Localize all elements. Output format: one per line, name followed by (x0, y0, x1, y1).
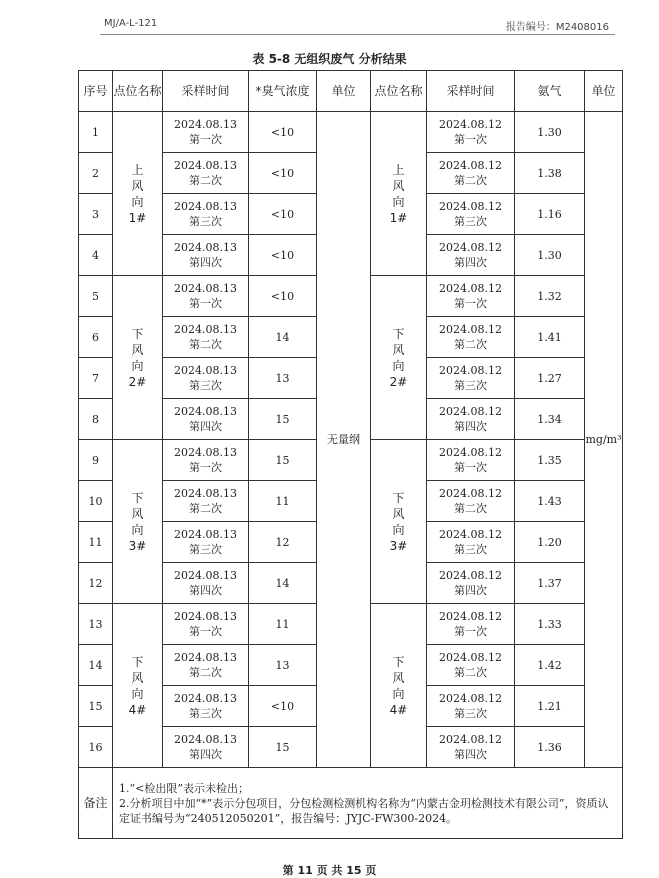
row-number: 7 (79, 358, 113, 399)
point-name-char: 1# (389, 210, 408, 225)
ammonia-value: 1.36 (515, 727, 585, 768)
point-name-char: 上 (392, 162, 405, 177)
sampling-date: 2024.08.13 (174, 282, 237, 295)
ammonia-value: 1.34 (515, 399, 585, 440)
sampling-time-ammonia (427, 522, 515, 563)
sampling-date: 2024.08.13 (174, 569, 237, 582)
row-number: 9 (79, 440, 113, 481)
header-row (79, 71, 623, 112)
ammonia-value: 1.33 (515, 604, 585, 645)
sampling-round: 第二次 (454, 338, 487, 351)
notes-text (113, 768, 623, 839)
row-number: 8 (79, 399, 113, 440)
point-name-char: 3# (389, 538, 408, 553)
sampling-date: 2024.08.12 (439, 569, 502, 582)
sampling-date: 2024.08.13 (174, 610, 237, 623)
row-number: 16 (79, 727, 113, 768)
sampling-time-ammonia (427, 317, 515, 358)
sampling-date: 2024.08.13 (174, 323, 237, 336)
note-line: 1.“<检出限”表示未检出； (119, 781, 249, 795)
point-name-char: 风 (392, 178, 405, 193)
sampling-round: 第一次 (189, 461, 222, 474)
sampling-date: 2024.08.13 (174, 692, 237, 705)
sampling-time-ammonia (427, 686, 515, 727)
notes-label: 备注 (79, 768, 113, 839)
sampling-date: 2024.08.12 (439, 323, 502, 336)
point-name-char: 1# (128, 210, 147, 225)
sampling-time-ammonia (427, 645, 515, 686)
note-line: 2.分析项目中加“*”表示分包项目，分包检测检测机构名称为“内蒙古金玥检测技术有限公司”，资质认定证书编号为“240512050201”，报告编号：JYJC-FW300-2024。 (119, 796, 609, 825)
point-name-char: 2# (128, 374, 147, 389)
sampling-round: 第四次 (189, 420, 222, 433)
sampling-date: 2024.08.13 (174, 405, 237, 418)
point-name-char: 风 (131, 178, 144, 193)
sampling-round: 第二次 (189, 666, 222, 679)
point-name-char: 下 (131, 654, 144, 669)
sampling-time-ammonia (427, 194, 515, 235)
sampling-time-ammonia (427, 399, 515, 440)
point-name-odor (113, 276, 163, 440)
ammonia-value: 1.30 (515, 112, 585, 153)
odor-value: 12 (249, 522, 317, 563)
sampling-time-odor (163, 235, 249, 276)
sampling-round: 第二次 (189, 502, 222, 515)
sampling-date: 2024.08.12 (439, 528, 502, 541)
sampling-time-odor (163, 727, 249, 768)
point-name-char: 风 (131, 506, 144, 521)
sampling-time-odor (163, 563, 249, 604)
sampling-time-odor (163, 522, 249, 563)
point-name-odor (113, 440, 163, 604)
sampling-round: 第三次 (189, 379, 222, 392)
doc-code: MJ/A-L-121 (104, 18, 158, 29)
point-name-char: 风 (392, 342, 405, 357)
odor-value: <10 (249, 235, 317, 276)
ammonia-value: 1.21 (515, 686, 585, 727)
sampling-time-ammonia (427, 153, 515, 194)
odor-unit: 无量纲 (317, 112, 371, 768)
sampling-time-odor (163, 358, 249, 399)
point-name-char: 下 (392, 654, 405, 669)
sampling-round: 第三次 (454, 379, 487, 392)
sampling-time-ammonia (427, 235, 515, 276)
sampling-date: 2024.08.12 (439, 610, 502, 623)
sampling-round: 第三次 (189, 215, 222, 228)
sampling-time-odor (163, 112, 249, 153)
col-header: 点位名称 (113, 71, 163, 112)
sampling-round: 第二次 (189, 174, 222, 187)
table-title: 表 5-8 无组织废气 分析结果 (252, 52, 407, 66)
sampling-round: 第一次 (454, 461, 487, 474)
ammonia-unit: mg/m³ (585, 112, 623, 768)
ammonia-value: 1.16 (515, 194, 585, 235)
sampling-time-ammonia (427, 276, 515, 317)
ammonia-value: 1.42 (515, 645, 585, 686)
point-name-char: 向 (131, 522, 144, 537)
sampling-round: 第二次 (189, 338, 222, 351)
sampling-date: 2024.08.13 (174, 200, 237, 213)
sampling-time-odor (163, 604, 249, 645)
point-name-ammonia (371, 276, 427, 440)
sampling-round: 第一次 (189, 625, 222, 638)
point-name-char: 下 (392, 326, 405, 341)
sampling-time-odor (163, 686, 249, 727)
sampling-time-ammonia (427, 440, 515, 481)
page-footer: 第 11 页 共 15 页 (282, 864, 377, 877)
odor-value: 13 (249, 645, 317, 686)
point-name-char: 风 (392, 506, 405, 521)
row-number: 11 (79, 522, 113, 563)
point-name-char: 2# (389, 374, 408, 389)
row-number: 14 (79, 645, 113, 686)
odor-value: 14 (249, 563, 317, 604)
col-header: 采样时间 (427, 71, 515, 112)
point-name-char: 向 (392, 522, 405, 537)
odor-value: 13 (249, 358, 317, 399)
col-header: 单位 (585, 71, 623, 112)
sampling-round: 第一次 (454, 133, 487, 146)
row-number: 15 (79, 686, 113, 727)
ammonia-value: 1.30 (515, 235, 585, 276)
sampling-date: 2024.08.12 (439, 241, 502, 254)
point-name-odor (113, 604, 163, 768)
sampling-round: 第一次 (454, 625, 487, 638)
sampling-round: 第一次 (454, 297, 487, 310)
sampling-date: 2024.08.12 (439, 405, 502, 418)
point-name-char: 风 (131, 342, 144, 357)
sampling-date: 2024.08.13 (174, 118, 237, 131)
row-number: 4 (79, 235, 113, 276)
sampling-time-odor (163, 276, 249, 317)
col-header: 氨气 (515, 71, 585, 112)
odor-value: 14 (249, 317, 317, 358)
point-name-char: 下 (131, 490, 144, 505)
sampling-round: 第四次 (189, 256, 222, 269)
odor-value: <10 (249, 276, 317, 317)
odor-value: <10 (249, 153, 317, 194)
point-name-char: 下 (131, 326, 144, 341)
point-name-char: 下 (392, 490, 405, 505)
point-name-odor (113, 112, 163, 276)
sampling-round: 第三次 (454, 543, 487, 556)
row-number: 12 (79, 563, 113, 604)
sampling-round: 第三次 (189, 543, 222, 556)
sampling-time-ammonia (427, 112, 515, 153)
report-number: 报告编号：M2408016 (505, 22, 609, 33)
point-name-char: 向 (131, 358, 144, 373)
sampling-round: 第三次 (454, 215, 487, 228)
sampling-time-ammonia (427, 481, 515, 522)
table-row (79, 112, 623, 153)
sampling-round: 第四次 (189, 584, 222, 597)
point-name-char: 向 (131, 194, 144, 209)
odor-value: 11 (249, 604, 317, 645)
point-name-ammonia (371, 112, 427, 276)
sampling-time-odor (163, 317, 249, 358)
odor-value: 15 (249, 727, 317, 768)
sampling-date: 2024.08.13 (174, 241, 237, 254)
point-name-ammonia (371, 440, 427, 604)
sampling-time-odor (163, 399, 249, 440)
point-name-char: 风 (392, 670, 405, 685)
notes-row (79, 768, 623, 839)
sampling-round: 第四次 (454, 584, 487, 597)
odor-value: 15 (249, 440, 317, 481)
sampling-time-ammonia (427, 563, 515, 604)
sampling-round: 第二次 (454, 666, 487, 679)
col-header: 点位名称 (371, 71, 427, 112)
ammonia-value: 1.32 (515, 276, 585, 317)
ammonia-value: 1.43 (515, 481, 585, 522)
point-name-char: 4# (128, 702, 147, 717)
ammonia-value: 1.41 (515, 317, 585, 358)
point-name-char: 向 (131, 686, 144, 701)
sampling-round: 第三次 (454, 707, 487, 720)
sampling-date: 2024.08.12 (439, 446, 502, 459)
row-number: 1 (79, 112, 113, 153)
sampling-date: 2024.08.12 (439, 487, 502, 500)
sampling-time-odor (163, 645, 249, 686)
odor-value: <10 (249, 686, 317, 727)
sampling-date: 2024.08.13 (174, 733, 237, 746)
sampling-round: 第一次 (189, 297, 222, 310)
point-name-ammonia (371, 604, 427, 768)
row-number: 3 (79, 194, 113, 235)
sampling-date: 2024.08.12 (439, 118, 502, 131)
sampling-round: 第二次 (454, 174, 487, 187)
odor-value: 15 (249, 399, 317, 440)
header-divider (100, 34, 615, 35)
ammonia-value: 1.38 (515, 153, 585, 194)
sampling-date: 2024.08.12 (439, 692, 502, 705)
point-name-char: 向 (392, 358, 405, 373)
sampling-time-ammonia (427, 727, 515, 768)
sampling-time-odor (163, 481, 249, 522)
odor-value: 11 (249, 481, 317, 522)
ammonia-value: 1.20 (515, 522, 585, 563)
sampling-time-ammonia (427, 358, 515, 399)
col-header: 采样时间 (163, 71, 249, 112)
sampling-time-odor (163, 440, 249, 481)
row-number: 2 (79, 153, 113, 194)
point-name-char: 风 (131, 670, 144, 685)
point-name-char: 向 (392, 194, 405, 209)
odor-value: <10 (249, 194, 317, 235)
sampling-date: 2024.08.13 (174, 159, 237, 172)
sampling-date: 2024.08.13 (174, 528, 237, 541)
sampling-time-odor (163, 194, 249, 235)
odor-value: <10 (249, 112, 317, 153)
sampling-date: 2024.08.12 (439, 200, 502, 213)
col-header: 序号 (79, 71, 113, 112)
sampling-date: 2024.08.12 (439, 159, 502, 172)
sampling-round: 第四次 (189, 748, 222, 761)
row-number: 6 (79, 317, 113, 358)
sampling-time-odor (163, 153, 249, 194)
point-name-char: 3# (128, 538, 147, 553)
sampling-date: 2024.08.13 (174, 487, 237, 500)
sampling-round: 第一次 (189, 133, 222, 146)
ammonia-value: 1.37 (515, 563, 585, 604)
sampling-date: 2024.08.12 (439, 282, 502, 295)
sampling-round: 第四次 (454, 748, 487, 761)
sampling-date: 2024.08.12 (439, 651, 502, 664)
row-number: 5 (79, 276, 113, 317)
sampling-date: 2024.08.12 (439, 733, 502, 746)
sampling-round: 第四次 (454, 256, 487, 269)
point-name-char: 向 (392, 686, 405, 701)
row-number: 10 (79, 481, 113, 522)
sampling-round: 第三次 (189, 707, 222, 720)
sampling-date: 2024.08.13 (174, 364, 237, 377)
ammonia-value: 1.27 (515, 358, 585, 399)
ammonia-value: 1.35 (515, 440, 585, 481)
sampling-round: 第四次 (454, 420, 487, 433)
col-header: 单位 (317, 71, 371, 112)
sampling-date: 2024.08.13 (174, 651, 237, 664)
col-header: *臭气浓度 (249, 71, 317, 112)
row-number: 13 (79, 604, 113, 645)
sampling-date: 2024.08.12 (439, 364, 502, 377)
point-name-char: 4# (389, 702, 408, 717)
results-table (78, 70, 623, 839)
point-name-char: 上 (131, 162, 144, 177)
sampling-time-ammonia (427, 604, 515, 645)
sampling-date: 2024.08.13 (174, 446, 237, 459)
sampling-round: 第二次 (454, 502, 487, 515)
